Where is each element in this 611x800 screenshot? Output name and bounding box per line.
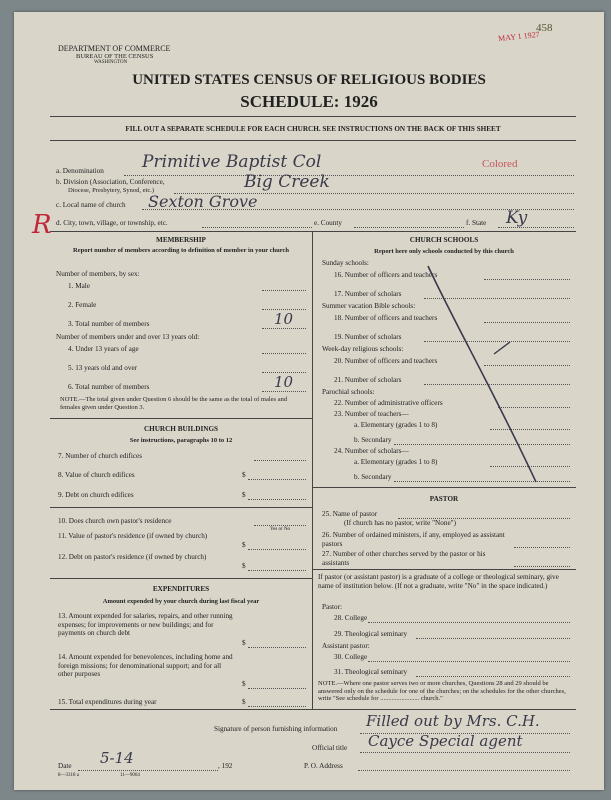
q26-label: 26. Number of ordained ministers, if any, employed as assistant pastors [322,531,505,548]
pastor-title: PASTOR [429,495,459,503]
q26-answer-line [514,547,570,548]
q30-label: 30. College [334,653,368,661]
census-schedule-sheet [14,12,604,790]
q9-answer-line [248,499,306,500]
q24b-label: b. Secondary [354,473,392,481]
q12-residence-debt: 12. Debt on pastor's residence (if owned by church) [58,553,207,561]
q13-running-expenses: 13. Amount expended for salaries, repairs, and other running expenses; for improvements or new buildings; and for payments on church debt [58,612,233,638]
membership-subtitle: Report number of members according to definition of member in your church [73,247,289,254]
date-value[interactable]: 5-14 [100,749,134,767]
header-rule [50,116,576,117]
q6-value[interactable]: 10 [274,373,294,391]
q27-label: 27. Number of other churches served by the pastor or his assistants [322,550,486,567]
q5-over-13: 5. 13 years old and over [68,364,138,372]
denomination-label: a. Denomination [56,167,104,175]
pastor-rule [312,487,576,488]
section-top-rule [50,231,576,232]
q29-answer-line [416,638,570,639]
q30-answer-line [368,661,570,662]
q10-answer-line [254,525,306,526]
q10-residence: 10. Does church own pastor's residence [58,517,172,525]
q14-dollar: $ [242,680,246,688]
q23-label: 23. Number of teachers— [334,410,409,418]
q27-answer-line [514,566,570,567]
county-line [354,227,464,228]
q7-edifices: 7. Number of church edifices [58,452,143,460]
schedule-title: SCHEDULE: 1926 [240,92,378,111]
city-field-label: d. City, town, village, or township, etc. [56,219,168,227]
q6-answer-line [262,391,306,392]
form-number: 8—3318 a [58,773,79,778]
q3-answer-line [262,328,306,329]
division-label-2: Diocese, Presbytery, Synod, etc.) [68,187,155,194]
q25-label: 25. Name of pastor [322,510,378,518]
q1-answer-line [262,290,306,291]
expenditures-title: EXPENDITURES [152,585,210,593]
members-by-sex-label: Number of members, by sex: [56,270,140,278]
date-year: , 192 [218,762,233,770]
q6-total: 6. Total number of members [68,383,150,391]
q15-answer-line [248,706,306,707]
county-label: e. County [314,219,342,227]
q13-dollar: $ [242,639,246,647]
date-label: Date [58,762,72,770]
r-mark: R [32,210,52,240]
q3-value[interactable]: 10 [274,310,294,328]
q15-dollar: $ [242,698,246,706]
q28-answer-line [368,622,570,623]
q4-answer-line [262,353,306,354]
q22-label: 22. Number of administrative officers [334,399,443,407]
members-by-age-label: Number of members under and over 13 years old: [56,333,200,341]
q31-label: 31. Theological seminary [334,668,408,676]
q8-edifice-value: 8. Value of church edifices [58,471,135,479]
received-stamp: MAY 1 1927 [497,29,540,44]
q24-label: 24. Number of scholars— [334,447,409,455]
membership-title: MEMBERSHIP [156,236,206,244]
q12-answer-line [248,570,306,571]
column-divider [312,231,313,709]
q23a-label: a. Elementary (grades 1 to 8) [354,421,438,429]
q11-answer-line [248,549,306,550]
q11-dollar: $ [242,541,246,549]
state-value[interactable]: Ky [506,208,528,228]
summer-schools-label: Summer vacation Bible schools: [322,302,416,310]
buildings-rule [50,418,312,419]
city-label: WASHINGTON [94,60,128,65]
graduate-note: If pastor (or assistant pastor) is a graduate of a college or theological seminary, give name of institution below. (If not a graduate, write "No" in the space indicated.) [318,573,559,590]
q9-edifice-debt: 9. Debt on church edifices [58,491,134,499]
local-name-value[interactable]: Sexton Grove [148,192,258,211]
signature-label: Signature of person furnishing information [214,725,338,733]
official-title-label: Official title [312,744,348,752]
q2-female: 2. Female [68,301,97,309]
date-line [78,770,218,771]
cross-out-mark [414,262,554,492]
q17-label: 17. Number of scholars [334,290,402,298]
sunday-schools-label: Sunday schools: [322,259,369,267]
official-title-value[interactable]: Cayce Special agent [368,732,523,750]
pastor-college-heading: Pastor: [322,603,342,611]
filing-number: 458 [536,22,553,34]
print-number: 11—9064 [120,773,140,778]
q8-dollar: $ [242,471,246,479]
q12-dollar: $ [242,562,246,570]
q31-answer-line [416,676,570,677]
q8-answer-line [248,479,306,480]
weekday-schools-label: Week-day religious schools: [322,345,404,353]
denomination-line [124,175,574,176]
department-label: DEPARTMENT OF COMMERCE [58,44,171,53]
q10-rule [50,507,312,508]
po-address-label: P. O. Address [304,762,343,770]
q20-label: 20. Number of officers and teachers [334,357,438,365]
footer-rule [50,709,576,710]
pastor-note: NOTE.—Where one pastor serves two or more churches, Questions 28 and 29 should be answered only on the schedule for one of the churches; on the schedules for the other churches, write "See schedule for ........................ church." [318,680,566,703]
graduate-rule [312,569,576,570]
q28-label: 28. College [334,614,368,622]
q9-dollar: $ [242,491,246,499]
q25-note: (If church has no pastor, write "None") [344,519,456,527]
schools-title: CHURCH SCHOOLS [409,236,479,244]
q14-answer-line [248,688,306,689]
assistant-pastor-heading: Assistant pastor: [322,642,370,650]
q7-answer-line [254,460,306,461]
yes-no-hint: Yes or No [270,527,291,532]
q14-benevolences: 14. Amount expended for benevolences, including home and foreign missions; for denominational support; and for all other purposes [58,653,233,679]
q23b-label: b. Secondary [354,436,392,444]
q18-label: 18. Number of officers and teachers [334,314,438,322]
instruction-rule [50,140,576,141]
official-title-line [360,752,570,753]
q3-total: 3. Total number of members [68,320,150,328]
instruction-line: FILL OUT A SEPARATE SCHEDULE FOR EACH CHURCH. SEE INSTRUCTIONS ON THE BACK OF THIS SHEET [125,125,501,133]
q29-label: 29. Theological seminary [334,630,408,638]
schools-subtitle: Report here only schools conducted by this church [374,248,514,255]
q24a-label: a. Elementary (grades 1 to 8) [354,458,438,466]
membership-note: NOTE.—The total given under Question 6 should be the same as the total of males and females given under Question 3. [60,396,288,411]
buildings-title: CHURCH BUILDINGS [143,425,219,433]
bureau-label: BUREAU OF THE CENSUS [76,53,154,60]
q15-total-expenditures: 15. Total expenditures during year [58,698,157,706]
q19-label: 19. Number of scholars [334,333,402,341]
colored-stamp: Colored [482,158,518,170]
signature-value[interactable]: Filled out by Mrs. C.H. [366,712,540,730]
expenditures-rule [50,578,312,579]
po-address-line [358,770,570,771]
division-value[interactable]: Big Creek [244,172,330,192]
city-line [202,227,312,228]
denomination-value[interactable]: Primitive Baptist Col [142,152,322,172]
parochial-schools-label: Parochial schools: [322,388,375,396]
q11-residence-value: 11. Value of pastor's residence (if owned by church) [58,532,208,540]
q16-label: 16. Number of officers and teachers [334,271,438,279]
q4-under-13: 4. Under 13 years of age [68,345,139,353]
expenditures-subtitle: Amount expended by your church during last fiscal year [102,598,260,605]
q13-answer-line [248,647,306,648]
q1-male: 1. Male [68,282,90,290]
buildings-subtitle: See instructions, paragraphs 10 to 12 [129,437,233,444]
q21-label: 21. Number of scholars [334,376,402,384]
form-title: UNITED STATES CENSUS OF RELIGIOUS BODIES [132,72,486,88]
local-name-label: c. Local name of church [56,201,126,209]
division-label: b. Division (Association, Conference, [56,178,165,186]
state-label: f. State [466,219,487,227]
